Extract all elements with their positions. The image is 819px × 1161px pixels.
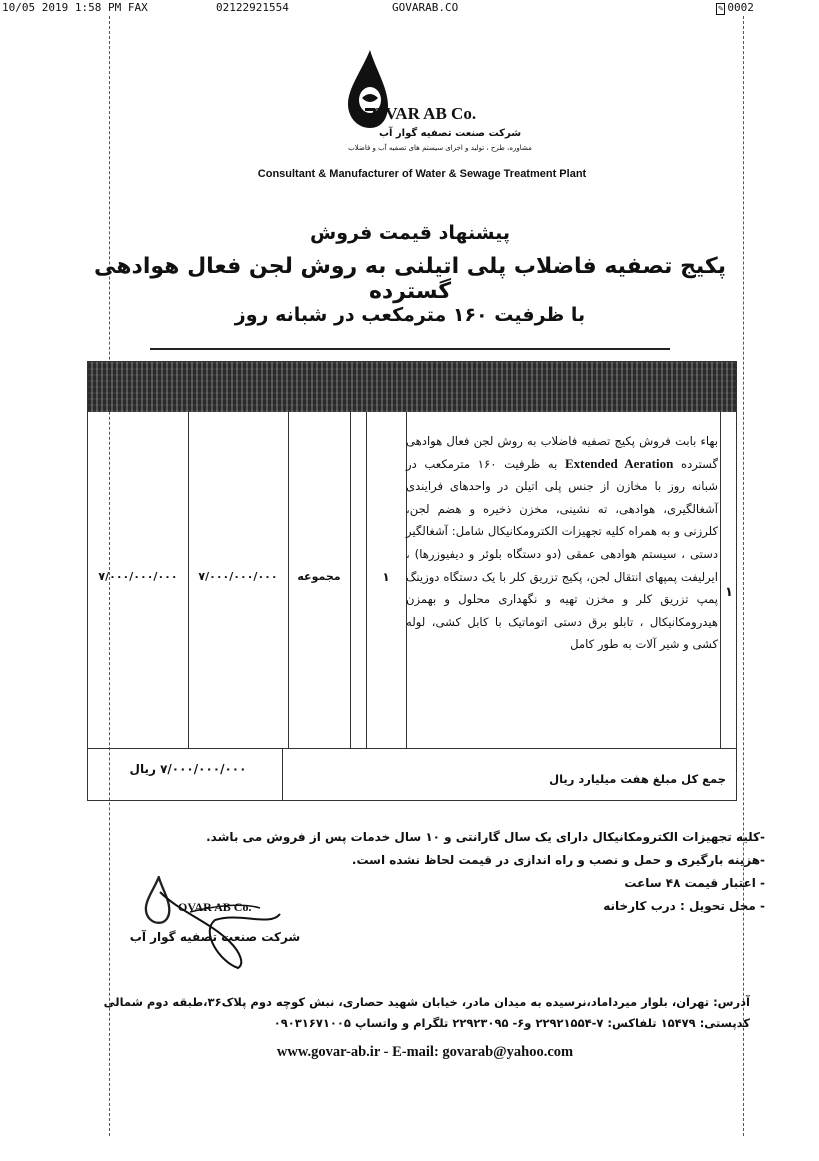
item-description: بهاء بابت فروش پکیج تصفیه فاضلاب به روش لجن فعال هوادهی گسترده Extended Aeration به ظرفیت ۱۶۰ مترمکعب در شبانه روز با مخازن از جنس پلی اتیلن در واحدهای فرایندی آشغالگیری، هوادهی، ته نشینی، مخزن ذخیره و هضم لجن، کلرزنی و به همراه کلیه تجهیزات الکترومکانیکال شامل: آشغالگیر دستی ، سیستم هوادهی عمقی (دو دستگاه بلوئر و دیفیوزرها) ، ایرلیفت پمپهای انتقال لجن، پکیج تزریق کلر با یک دستگاه دوزینگ پمپ تزریق کلر و مخزن تهیه و نگهداری محلول و بهمزن هیدرومکانیکال ، تابلو برق دستی اتوماتیک با کابل کشی، لوله کشی و شیر آلات به طور کامل bbox=[406, 434, 718, 652]
note-item: -کلیه تجهیزات الکترومکانیکال دارای یک سال گارانتی و ۱۰ سال خدمات پس از فروش می باشد. bbox=[206, 830, 765, 844]
scan-line-right bbox=[743, 16, 744, 1136]
table-header-blackout bbox=[88, 362, 736, 412]
title-divider bbox=[150, 348, 670, 350]
consultant-line: Consultant & Manufacturer of Water & Sewage Treatment Plant bbox=[257, 168, 587, 180]
row-unit: مجموعه bbox=[297, 570, 341, 583]
row-unit-price: ۷/۰۰۰/۰۰۰/۰۰۰ bbox=[198, 570, 278, 583]
fax-page: ✎ 0002 bbox=[718, 1, 754, 14]
logo-tagline: مشاوره، طرح ، تولید و اجرای سیستم های تصفیه آب و فاضلاب bbox=[348, 144, 532, 152]
address-line: آدرس: تهران، بلوار میرداماد،نرسیده به میدان مادر، خیابان شهید حصاری، نبش کوچه دوم پلاک۳۶،طبقه دوم شمالی bbox=[103, 995, 750, 1009]
item-description-latin: Extended Aeration bbox=[564, 455, 674, 471]
logo-company-name: OVAR AB Co. bbox=[372, 104, 477, 123]
fax-datetime: 10/05 2019 1:58 PM FAX bbox=[2, 1, 148, 14]
company-address bbox=[50, 992, 750, 1034]
company-stamp bbox=[120, 872, 320, 972]
document-title: پیشنهاد قیمت فروش bbox=[310, 222, 510, 244]
fax-number: 02122921554 bbox=[216, 1, 289, 14]
total-value: ۷/۰۰۰/۰۰۰/۰۰۰ ریال bbox=[129, 762, 247, 776]
note-item: -هزینه بارگیری و حمل و نصب و راه اندازی در قیمت لحاظ نشده است. bbox=[351, 853, 765, 867]
stamp-name: OVAR AB Co. bbox=[178, 900, 252, 914]
document-capacity: با ظرفیت ۱۶۰ مترمکعب در شبانه روز bbox=[234, 304, 586, 326]
row-quantity: ۱ bbox=[382, 570, 390, 584]
total-label: جمع کل مبلغ هفت میلیارد ریال bbox=[549, 772, 726, 786]
note-item: - اعتبار قیمت ۴۸ ساعت bbox=[624, 876, 765, 890]
row-total-price: ۷/۰۰۰/۰۰۰/۰۰۰ bbox=[98, 570, 178, 583]
company-logo bbox=[330, 48, 630, 178]
signature-scribble bbox=[120, 872, 320, 972]
note-item: - محل تحویل : درب کارخانه bbox=[603, 899, 765, 913]
web-email-line: www.govar-ab.ir - E-mail: govarab@yahoo.com bbox=[276, 1044, 574, 1060]
fax-sender: GOVARAB.CO bbox=[392, 1, 459, 14]
logo-persian-name: شرکت صنعت تصفیه گوار آب bbox=[378, 128, 522, 139]
fax-header bbox=[0, 0, 819, 16]
contact-line: کدپستی: ۱۵۴۷۹ تلفاکس: ۷-۲۲۹۲۱۵۵۴ و۶- ۲۲۹۲۳۰۹۵ تلگرام و واتساپ ۰۹۰۳۱۶۷۱۰۰۵ bbox=[273, 1016, 750, 1030]
stamp-persian-name: شرکت صنعت تصفیه گوار آب bbox=[129, 930, 301, 944]
price-table bbox=[87, 361, 737, 801]
row-index: ۱ bbox=[725, 585, 733, 600]
document-subtitle: پکیج تصفیه فاضلاب پلی اتیلنی به روش لجن فعال هوادهی گسترده bbox=[94, 254, 726, 304]
